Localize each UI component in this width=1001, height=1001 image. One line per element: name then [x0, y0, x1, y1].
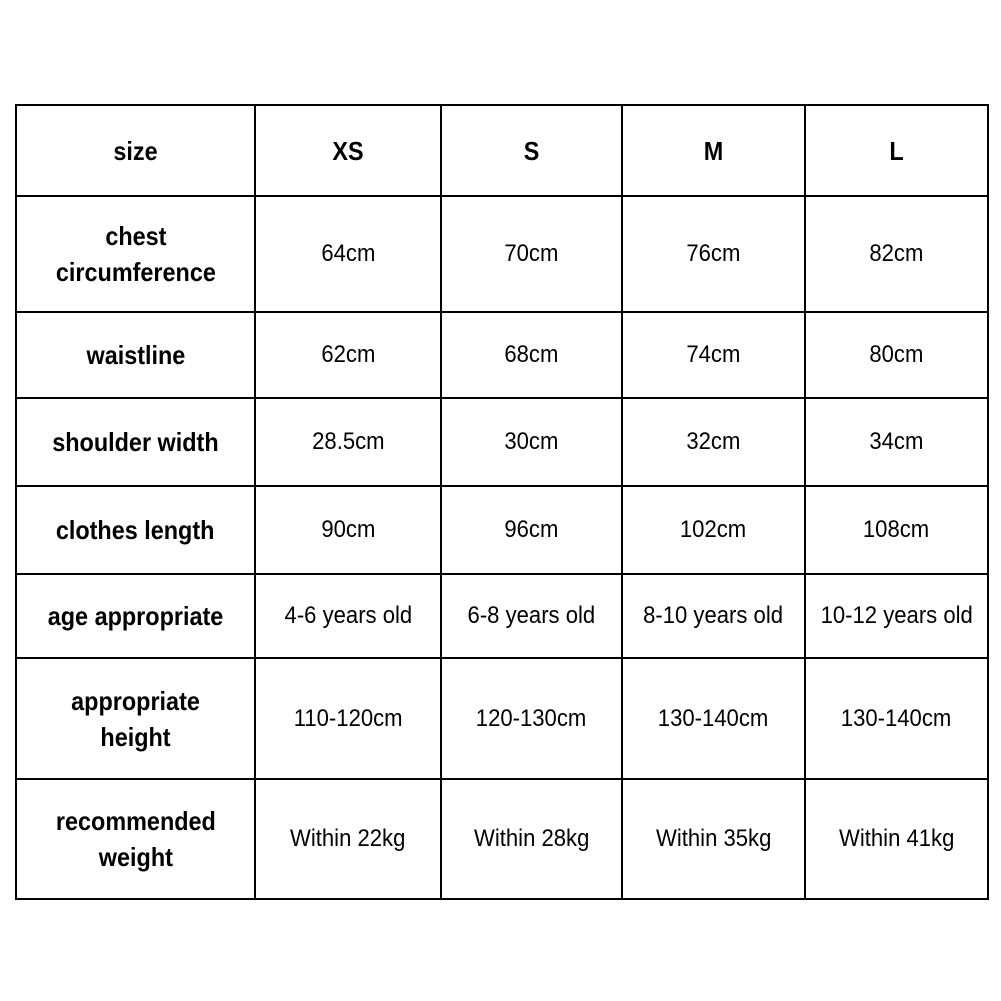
header-row: [16, 105, 988, 196]
table-cell: Within 28kg: [441, 779, 622, 899]
size-chart-table: [15, 104, 989, 900]
table-cell: Within 41kg: [805, 779, 988, 899]
row-label: clothes length: [16, 486, 255, 574]
table-cell: 4-6 years old: [255, 574, 441, 658]
table-cell: 108cm: [805, 486, 988, 574]
row-label: age appropriate: [16, 574, 255, 658]
table-cell: Within 22kg: [255, 779, 441, 899]
table-cell: 82cm: [805, 196, 988, 312]
table-cell: 28.5cm: [255, 398, 441, 486]
table-cell: 130-140cm: [622, 658, 805, 779]
row-label: appropriate height: [16, 658, 255, 779]
table-cell: 8-10 years old: [622, 574, 805, 658]
table-cell: 30cm: [441, 398, 622, 486]
table-cell: 32cm: [622, 398, 805, 486]
table-row-age: [16, 574, 988, 658]
table-row-shoulder: [16, 398, 988, 486]
header-cell-xs: XS: [255, 105, 441, 196]
table-row-weight: [16, 779, 988, 899]
table-cell: 96cm: [441, 486, 622, 574]
header-cell-s: S: [441, 105, 622, 196]
table-cell: 34cm: [805, 398, 988, 486]
header-cell-l: L: [805, 105, 988, 196]
row-label: chest circumference: [16, 196, 255, 312]
table-cell: 90cm: [255, 486, 441, 574]
table-cell: 68cm: [441, 312, 622, 398]
row-label: recommended weight: [16, 779, 255, 899]
table-cell: 6-8 years old: [441, 574, 622, 658]
table-row-chest: [16, 196, 988, 312]
table-cell: 110-120cm: [255, 658, 441, 779]
table-cell: Within 35kg: [622, 779, 805, 899]
table-cell: 70cm: [441, 196, 622, 312]
table-row-length: [16, 486, 988, 574]
table-cell: 74cm: [622, 312, 805, 398]
row-label: shoulder width: [16, 398, 255, 486]
header-cell-m: M: [622, 105, 805, 196]
table-cell: 64cm: [255, 196, 441, 312]
table-cell: 76cm: [622, 196, 805, 312]
table-cell: 10-12 years old: [805, 574, 988, 658]
table-cell: 102cm: [622, 486, 805, 574]
table-row-waistline: [16, 312, 988, 398]
table-cell: 80cm: [805, 312, 988, 398]
table-cell: 62cm: [255, 312, 441, 398]
row-label: waistline: [16, 312, 255, 398]
header-cell-size: size: [16, 105, 255, 196]
table-cell: 130-140cm: [805, 658, 988, 779]
table-cell: 120-130cm: [441, 658, 622, 779]
table-row-height: [16, 658, 988, 779]
